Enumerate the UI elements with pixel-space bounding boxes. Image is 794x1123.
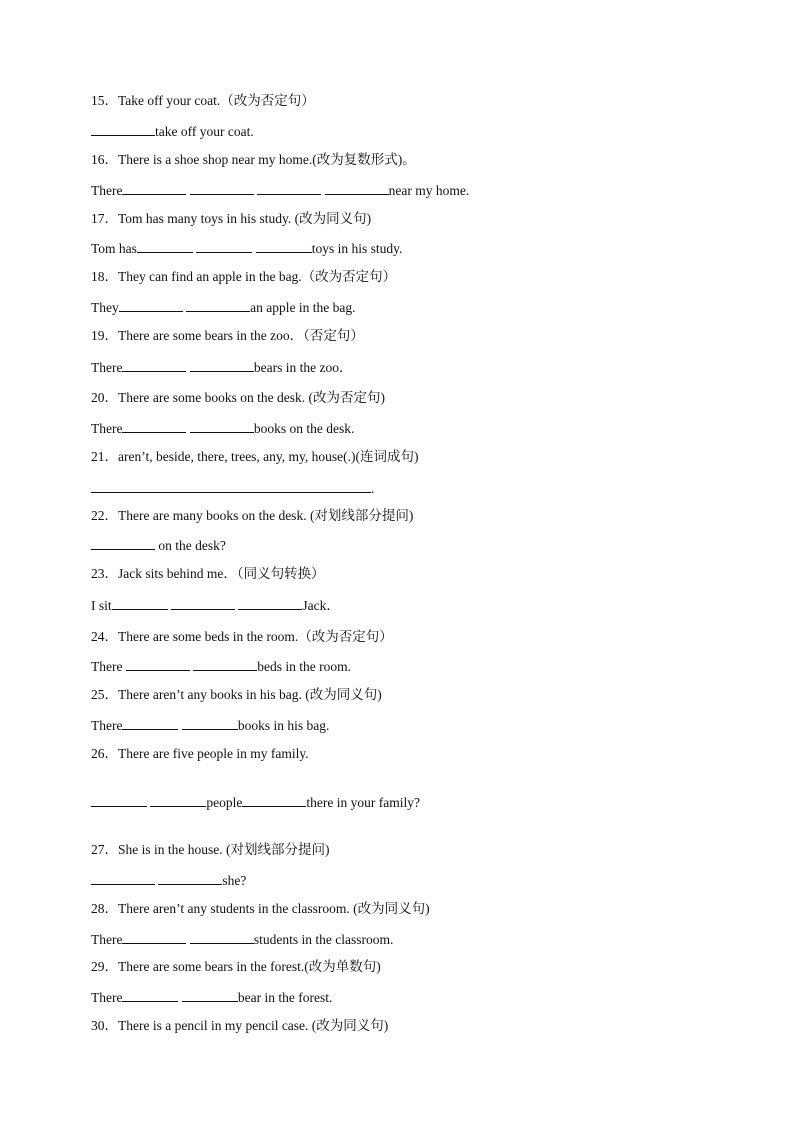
- answer-blank[interactable]: [182, 988, 238, 1002]
- answer-blank[interactable]: [190, 358, 254, 372]
- answer-text: beds in the room.: [257, 659, 351, 674]
- question-22: 22．There are many books on the desk. (对划线部分提问): [91, 508, 414, 523]
- answer-text: an apple in the bag.: [250, 300, 356, 315]
- question-20: 20．There are some books on the desk. (改为否定句): [91, 390, 385, 405]
- answer-27: [91, 871, 246, 889]
- answer-26: [91, 793, 420, 811]
- answer-blank[interactable]: [257, 181, 321, 195]
- answer-text: There: [91, 183, 123, 198]
- answer-blank[interactable]: [122, 716, 178, 730]
- answer-text: near my home.: [388, 183, 470, 198]
- answer-blank[interactable]: [112, 596, 168, 610]
- answer-blank[interactable]: [122, 358, 186, 372]
- answer-blank[interactable]: [122, 419, 186, 433]
- question-24: 24．There are some beds in the room.（改为否定句）: [91, 629, 393, 644]
- answer-text: Tom has: [91, 241, 137, 256]
- answer-17: [91, 239, 402, 257]
- answer-text: There: [91, 718, 123, 733]
- question-26: 26．There are five people in my family.: [91, 746, 309, 761]
- answer-text: There: [91, 360, 123, 375]
- answer-text: Jack．: [302, 598, 340, 613]
- answer-blank[interactable]: [190, 930, 254, 944]
- answer-text: There: [91, 932, 123, 947]
- answer-blank[interactable]: [186, 298, 250, 312]
- answer-text: books on the desk.: [253, 421, 355, 436]
- answer-blank[interactable]: [256, 239, 312, 253]
- answer-16: [91, 181, 469, 199]
- question-25: 25．There aren’t any books in his bag. (改为同义句): [91, 687, 382, 702]
- question-19: 19．There are some bears in the zoo．（否定句）: [91, 328, 364, 343]
- answer-blank[interactable]: [122, 988, 178, 1002]
- question-23: 23．Jack sits behind me．（同义句转换）: [91, 566, 325, 581]
- answer-blank[interactable]: [171, 596, 235, 610]
- answer-blank[interactable]: [137, 239, 193, 253]
- answer-text: They: [91, 300, 119, 315]
- question-28: 28．There aren’t any students in the classroom. (改为同义句): [91, 901, 430, 916]
- answer-blank[interactable]: [158, 871, 222, 885]
- answer-24: [91, 657, 351, 675]
- question-15: 15．Take off your coat.（改为否定句）: [91, 93, 315, 108]
- answer-blank[interactable]: [91, 122, 155, 136]
- answer-blank[interactable]: [91, 536, 155, 550]
- question-29: 29．There are some bears in the forest.(改为单数句): [91, 959, 381, 974]
- question-18: 18．They can find an apple in the bag.（改为否定句）: [91, 269, 397, 284]
- answer-blank[interactable]: [122, 930, 186, 944]
- answer-text: toys in his study.: [311, 241, 403, 256]
- answer-text: take off your coat.: [155, 124, 254, 139]
- answer-blank[interactable]: [190, 419, 254, 433]
- answer-blank[interactable]: [91, 793, 147, 807]
- answer-blank[interactable]: [242, 793, 306, 807]
- answer-blank[interactable]: [238, 596, 302, 610]
- answer-18: [91, 298, 355, 316]
- answer-text: on the desk?: [155, 538, 226, 553]
- answer-text: There: [91, 421, 123, 436]
- answer-19: [91, 358, 352, 376]
- answer-22: [91, 536, 226, 554]
- answer-blank[interactable]: [190, 181, 254, 195]
- question-21: 21．aren’t, beside, there, trees, any, my, house(.)(连词成句): [91, 449, 419, 464]
- answer-text: people: [206, 795, 243, 810]
- question-30: 30．There is a pencil in my pencil case. (改为同义句): [91, 1018, 389, 1033]
- answer-text: she?: [222, 873, 247, 888]
- answer-text: students in the classroom.: [253, 932, 394, 947]
- answer-15: [91, 122, 254, 140]
- answer-23: [91, 596, 340, 614]
- answer-blank[interactable]: [150, 793, 206, 807]
- answer-text: .: [371, 481, 375, 496]
- answer-blank[interactable]: [122, 181, 186, 195]
- answer-29: [91, 988, 332, 1006]
- question-16: 16．There is a shoe shop near my home.(改为复数形式)。: [91, 152, 416, 167]
- question-17: 17．Tom has many toys in his study. (改为同义句): [91, 211, 372, 226]
- answer-blank[interactable]: [182, 716, 238, 730]
- answer-20: [91, 419, 354, 437]
- answer-text: bear in the forest.: [237, 990, 333, 1005]
- answer-blank[interactable]: [196, 239, 252, 253]
- answer-blank[interactable]: [126, 657, 190, 671]
- answer-28: [91, 930, 393, 948]
- answer-25: [91, 716, 329, 734]
- answer-text: I sit: [91, 598, 112, 613]
- answer-text: bears in the zoo．: [253, 360, 353, 375]
- answer-text: there in your family?: [306, 795, 420, 810]
- question-27: 27．She is in the house. (对划线部分提问): [91, 842, 330, 857]
- answer-text: There: [91, 990, 123, 1005]
- answer-blank[interactable]: [325, 181, 389, 195]
- answer-text: There: [91, 659, 126, 674]
- answer-text: books in his bag.: [237, 718, 330, 733]
- answer-blank[interactable]: [193, 657, 257, 671]
- answer-blank[interactable]: [119, 298, 183, 312]
- answer-21: [91, 479, 374, 497]
- answer-blank[interactable]: [91, 479, 371, 493]
- answer-blank[interactable]: [91, 871, 155, 885]
